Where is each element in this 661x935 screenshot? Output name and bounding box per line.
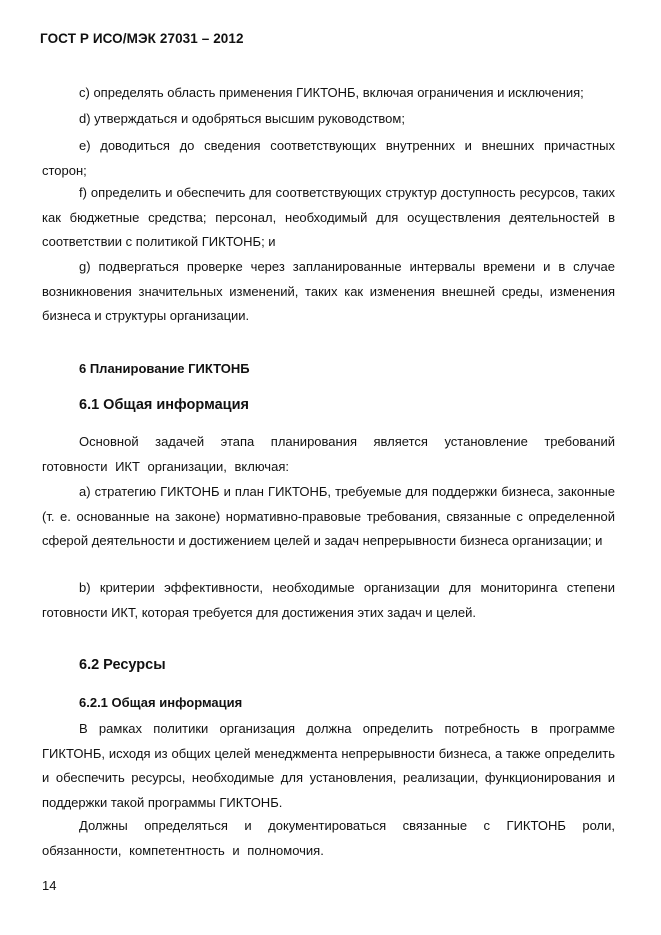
section-6-2-1-paragraph-1: В рамках политики организация должна определить потребность в программе ГИКТОНБ, исходя из общих целей менеджмента непрерывности бизнеса, а также определить и обеспечить ресурсы, необходимые для установления, реализации, функционирования и поддержки такой программы ГИКТОНБ. bbox=[42, 721, 615, 810]
list-item-c: c) определять область применения ГИКТОНБ, включая ограничения и исключения; bbox=[79, 85, 584, 100]
section-6-2-1-heading: 6.2.1 Общая информация bbox=[79, 695, 243, 710]
list-item-f: f) определить и обеспечить для соответствующих структур доступность ресурсов, таких как бюджетные средства; персонал, необходимый для осуществления деятельностей в соответствии с политикой ГИКТОНБ; и bbox=[42, 185, 615, 249]
page-number: 14 bbox=[42, 878, 57, 893]
section-6-heading: 6 Планирование ГИКТОНБ bbox=[79, 361, 250, 376]
list-item-g: g) подвергаться проверке через запланированные интервалы времени и в случае возникновения значительных изменений, таких как изменения внешней среды, изменения бизнеса и структуры организации. bbox=[42, 259, 615, 323]
list-item-d: d) утверждаться и одобряться высшим руководством; bbox=[79, 111, 405, 126]
section-6-2-heading: 6.2 Ресурсы bbox=[79, 657, 166, 673]
list-item-a: a) стратегию ГИКТОНБ и план ГИКТОНБ, требуемые для поддержки бизнеса, законные (т. е. основанные на законе) нормативно-правовые требования, связанные с определенной сферой деятельности и достижением целей и задач непрерывности бизнеса организации; и bbox=[42, 484, 615, 548]
section-6-1-heading: 6.1 Общая информация bbox=[79, 397, 249, 413]
section-6-1-intro: Основной задачей этапа планирования является установление требований готовности ИКТ организации, включая: bbox=[42, 434, 615, 474]
document-header: ГОСТ Р ИСО/МЭК 27031 – 2012 bbox=[40, 31, 244, 46]
list-item-e: e) доводиться до сведения соответствующих внутренних и внешних причастных сторон; bbox=[42, 138, 615, 178]
section-6-2-1-paragraph-2: Должны определяться и документироваться связанные с ГИКТОНБ роли, обязанности, компетентность и полномочия. bbox=[42, 818, 615, 858]
list-item-b: b) критерии эффективности, необходимые организации для мониторинга степени готовности ИКТ, которая требуется для достижения этих задач и целей. bbox=[42, 580, 615, 620]
